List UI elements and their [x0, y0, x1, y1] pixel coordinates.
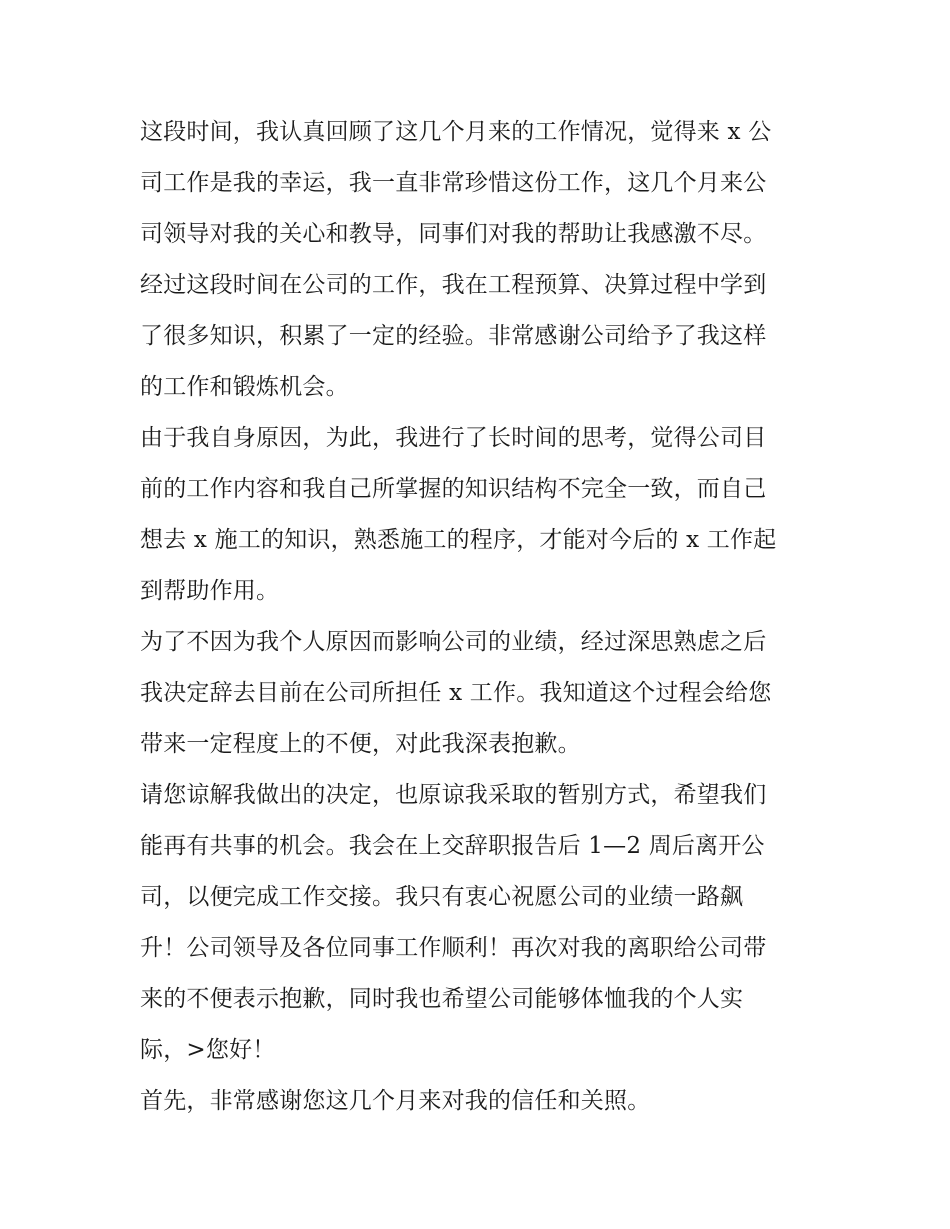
text-line: 际，>您好！	[140, 1037, 276, 1063]
paragraph-2	[140, 260, 812, 413]
text-line: 能再有共事的机会。我会在上交辞职报告后 1—2 周后离开公	[140, 833, 765, 859]
text-line: 带来一定程度上的不便，对此我深表抱歉。	[140, 731, 581, 757]
text-line: 了很多知识，积累了一定的经验。非常感谢公司给予了我这样	[140, 323, 767, 349]
text-line: 为了不因为我个人原因而影响公司的业绩，经过深思熟虑之后	[140, 629, 767, 655]
text-line: 这段时间，我认真回顾了这几个月来的工作情况，觉得来 x 公	[140, 119, 772, 145]
text-line: 来的不便表示抱歉，同时我也希望公司能够体恤我的个人实	[140, 986, 744, 1012]
paragraph-3	[140, 413, 812, 617]
text-line: 到帮助作用。	[140, 578, 280, 604]
text-line: 请您谅解我做出的决定，也原谅我采取的暂别方式，希望我们	[140, 782, 767, 808]
text-line: 经过这段时间在公司的工作，我在工程预算、决算过程中学到	[140, 272, 767, 298]
text-line: 司工作是我的幸运，我一直非常珍惜这份工作，这几个月来公	[140, 170, 767, 196]
text-line: 我决定辞去目前在公司所担任 x 工作。我知道这个过程会给您	[140, 680, 772, 706]
text-line: 升！公司领导及各位同事工作顺利！再次对我的离职给公司带	[140, 935, 767, 961]
text-line: 司，以便完成工作交接。我只有衷心祝愿公司的业绩一路飙	[140, 884, 744, 910]
paragraph-4	[140, 617, 812, 770]
paragraph-6	[140, 1076, 812, 1127]
paragraph-1	[140, 107, 812, 260]
text-line: 的工作和锻炼机会。	[140, 374, 349, 400]
paragraph-5	[140, 770, 812, 1076]
text-line: 司领导对我的关心和教导，同事们对我的帮助让我感激不尽。	[140, 221, 767, 247]
text-line: 前的工作内容和我自己所掌握的知识结构不完全一致，而自己	[140, 476, 767, 502]
text-line: 想去 x 施工的知识，熟悉施工的程序，才能对今后的 x 工作起	[140, 527, 777, 553]
document-body	[140, 107, 812, 1127]
text-line: 由于我自身原因，为此，我进行了长时间的思考，觉得公司目	[140, 425, 767, 451]
text-line: 首先，非常感谢您这几个月来对我的信任和关照。	[140, 1088, 651, 1114]
